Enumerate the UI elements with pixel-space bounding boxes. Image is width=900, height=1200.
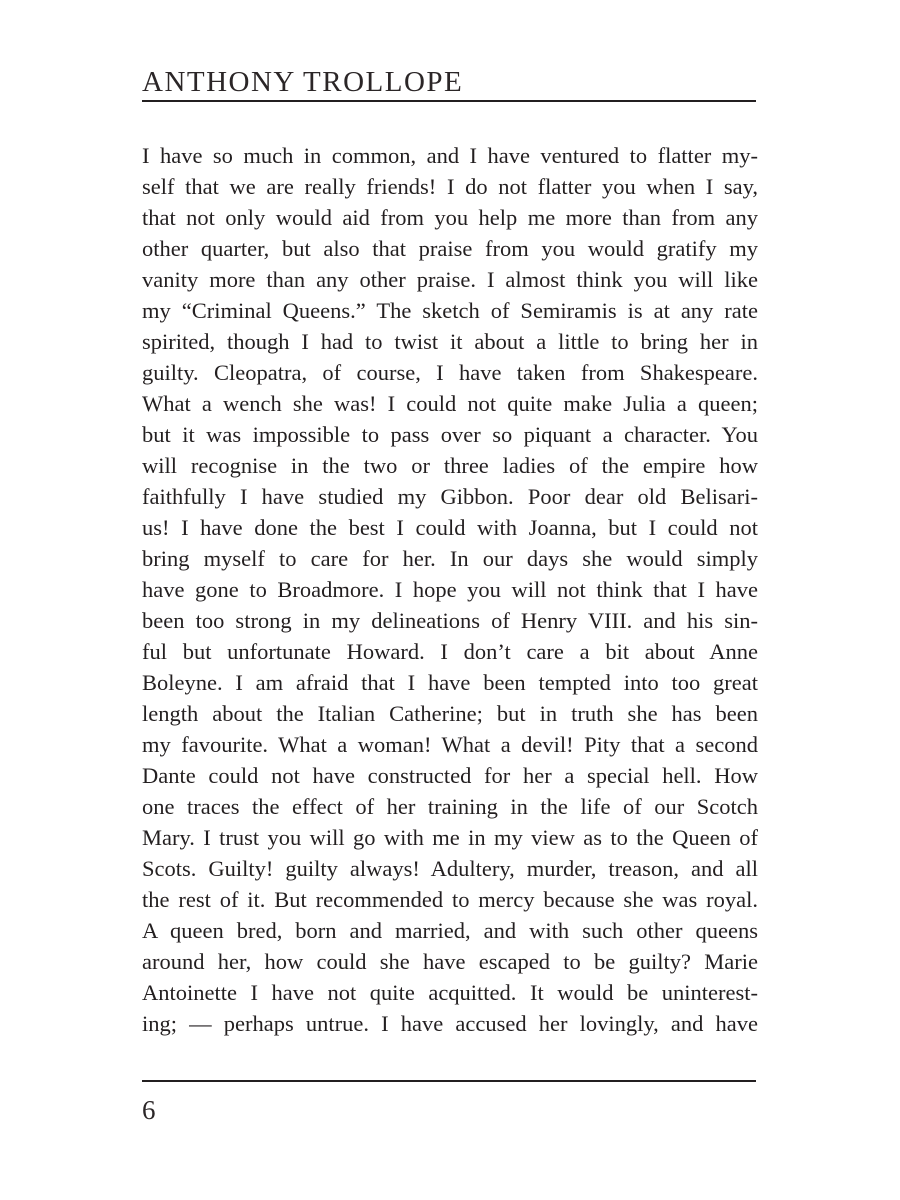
body-text bbox=[142, 140, 758, 1039]
text-line: Boleyne. I am afraid that I have been tempted into too great bbox=[142, 670, 758, 695]
text-line: length about the Italian Catherine; but in truth she has been bbox=[142, 701, 758, 726]
text-line: ful but unfortunate Howard. I don’t care a bit about Anne bbox=[142, 639, 758, 664]
text-line: I have so much in common, and I have ventured to flatter my- bbox=[142, 143, 758, 168]
text-line: What a wench she was! I could not quite make Julia a queen; bbox=[142, 391, 758, 416]
page-number: 6 bbox=[142, 1095, 156, 1125]
text-line: guilty. Cleopatra, of course, I have taken from Shakespeare. bbox=[142, 360, 758, 385]
footer-rule bbox=[142, 1080, 756, 1082]
text-line: bring myself to care for her. In our days she would simply bbox=[142, 546, 758, 571]
text-line: around her, how could she have escaped to be guilty? Marie bbox=[142, 949, 758, 974]
text-line: the rest of it. But recommended to mercy because she was royal. bbox=[142, 887, 758, 912]
text-line: Scots. Guilty! guilty always! Adultery, murder, treason, and all bbox=[142, 856, 758, 881]
text-line: spirited, though I had to twist it about a little to bring her in bbox=[142, 329, 758, 354]
text-line: Dante could not have constructed for her a special hell. How bbox=[142, 763, 758, 788]
text-line: but it was impossible to pass over so piquant a character. You bbox=[142, 422, 758, 447]
text-line: have gone to Broadmore. I hope you will not think that I have bbox=[142, 577, 758, 602]
text-line: Antoinette I have not quite acquitted. It would be uninterest- bbox=[142, 980, 758, 1005]
text-line: A queen bred, born and married, and with such other queens bbox=[142, 918, 758, 943]
running-head: ANTHONY TROLLOPE bbox=[142, 66, 464, 98]
text-line: self that we are really friends! I do not flatter you when I say, bbox=[142, 174, 758, 199]
text-line: vanity more than any other praise. I almost think you will like bbox=[142, 267, 758, 292]
text-line: will recognise in the two or three ladies of the empire how bbox=[142, 453, 758, 478]
text-line: ing; — perhaps untrue. I have accused her lovingly, and have bbox=[142, 1011, 758, 1036]
header-rule bbox=[142, 100, 756, 102]
text-line: one traces the effect of her training in the life of our Scotch bbox=[142, 794, 758, 819]
text-line: other quarter, but also that praise from you would gratify my bbox=[142, 236, 758, 261]
text-line: us! I have done the best I could with Joanna, but I could not bbox=[142, 515, 758, 540]
text-line: been too strong in my delineations of Henry VIII. and his sin- bbox=[142, 608, 758, 633]
text-line: my “Criminal Queens.” The sketch of Semiramis is at any rate bbox=[142, 298, 758, 323]
text-line: my favourite. What a woman! What a devil! Pity that a second bbox=[142, 732, 758, 757]
text-line: Mary. I trust you will go with me in my view as to the Queen of bbox=[142, 825, 758, 850]
text-line: faithfully I have studied my Gibbon. Poor dear old Belisari- bbox=[142, 484, 758, 509]
text-line: that not only would aid from you help me more than from any bbox=[142, 205, 758, 230]
